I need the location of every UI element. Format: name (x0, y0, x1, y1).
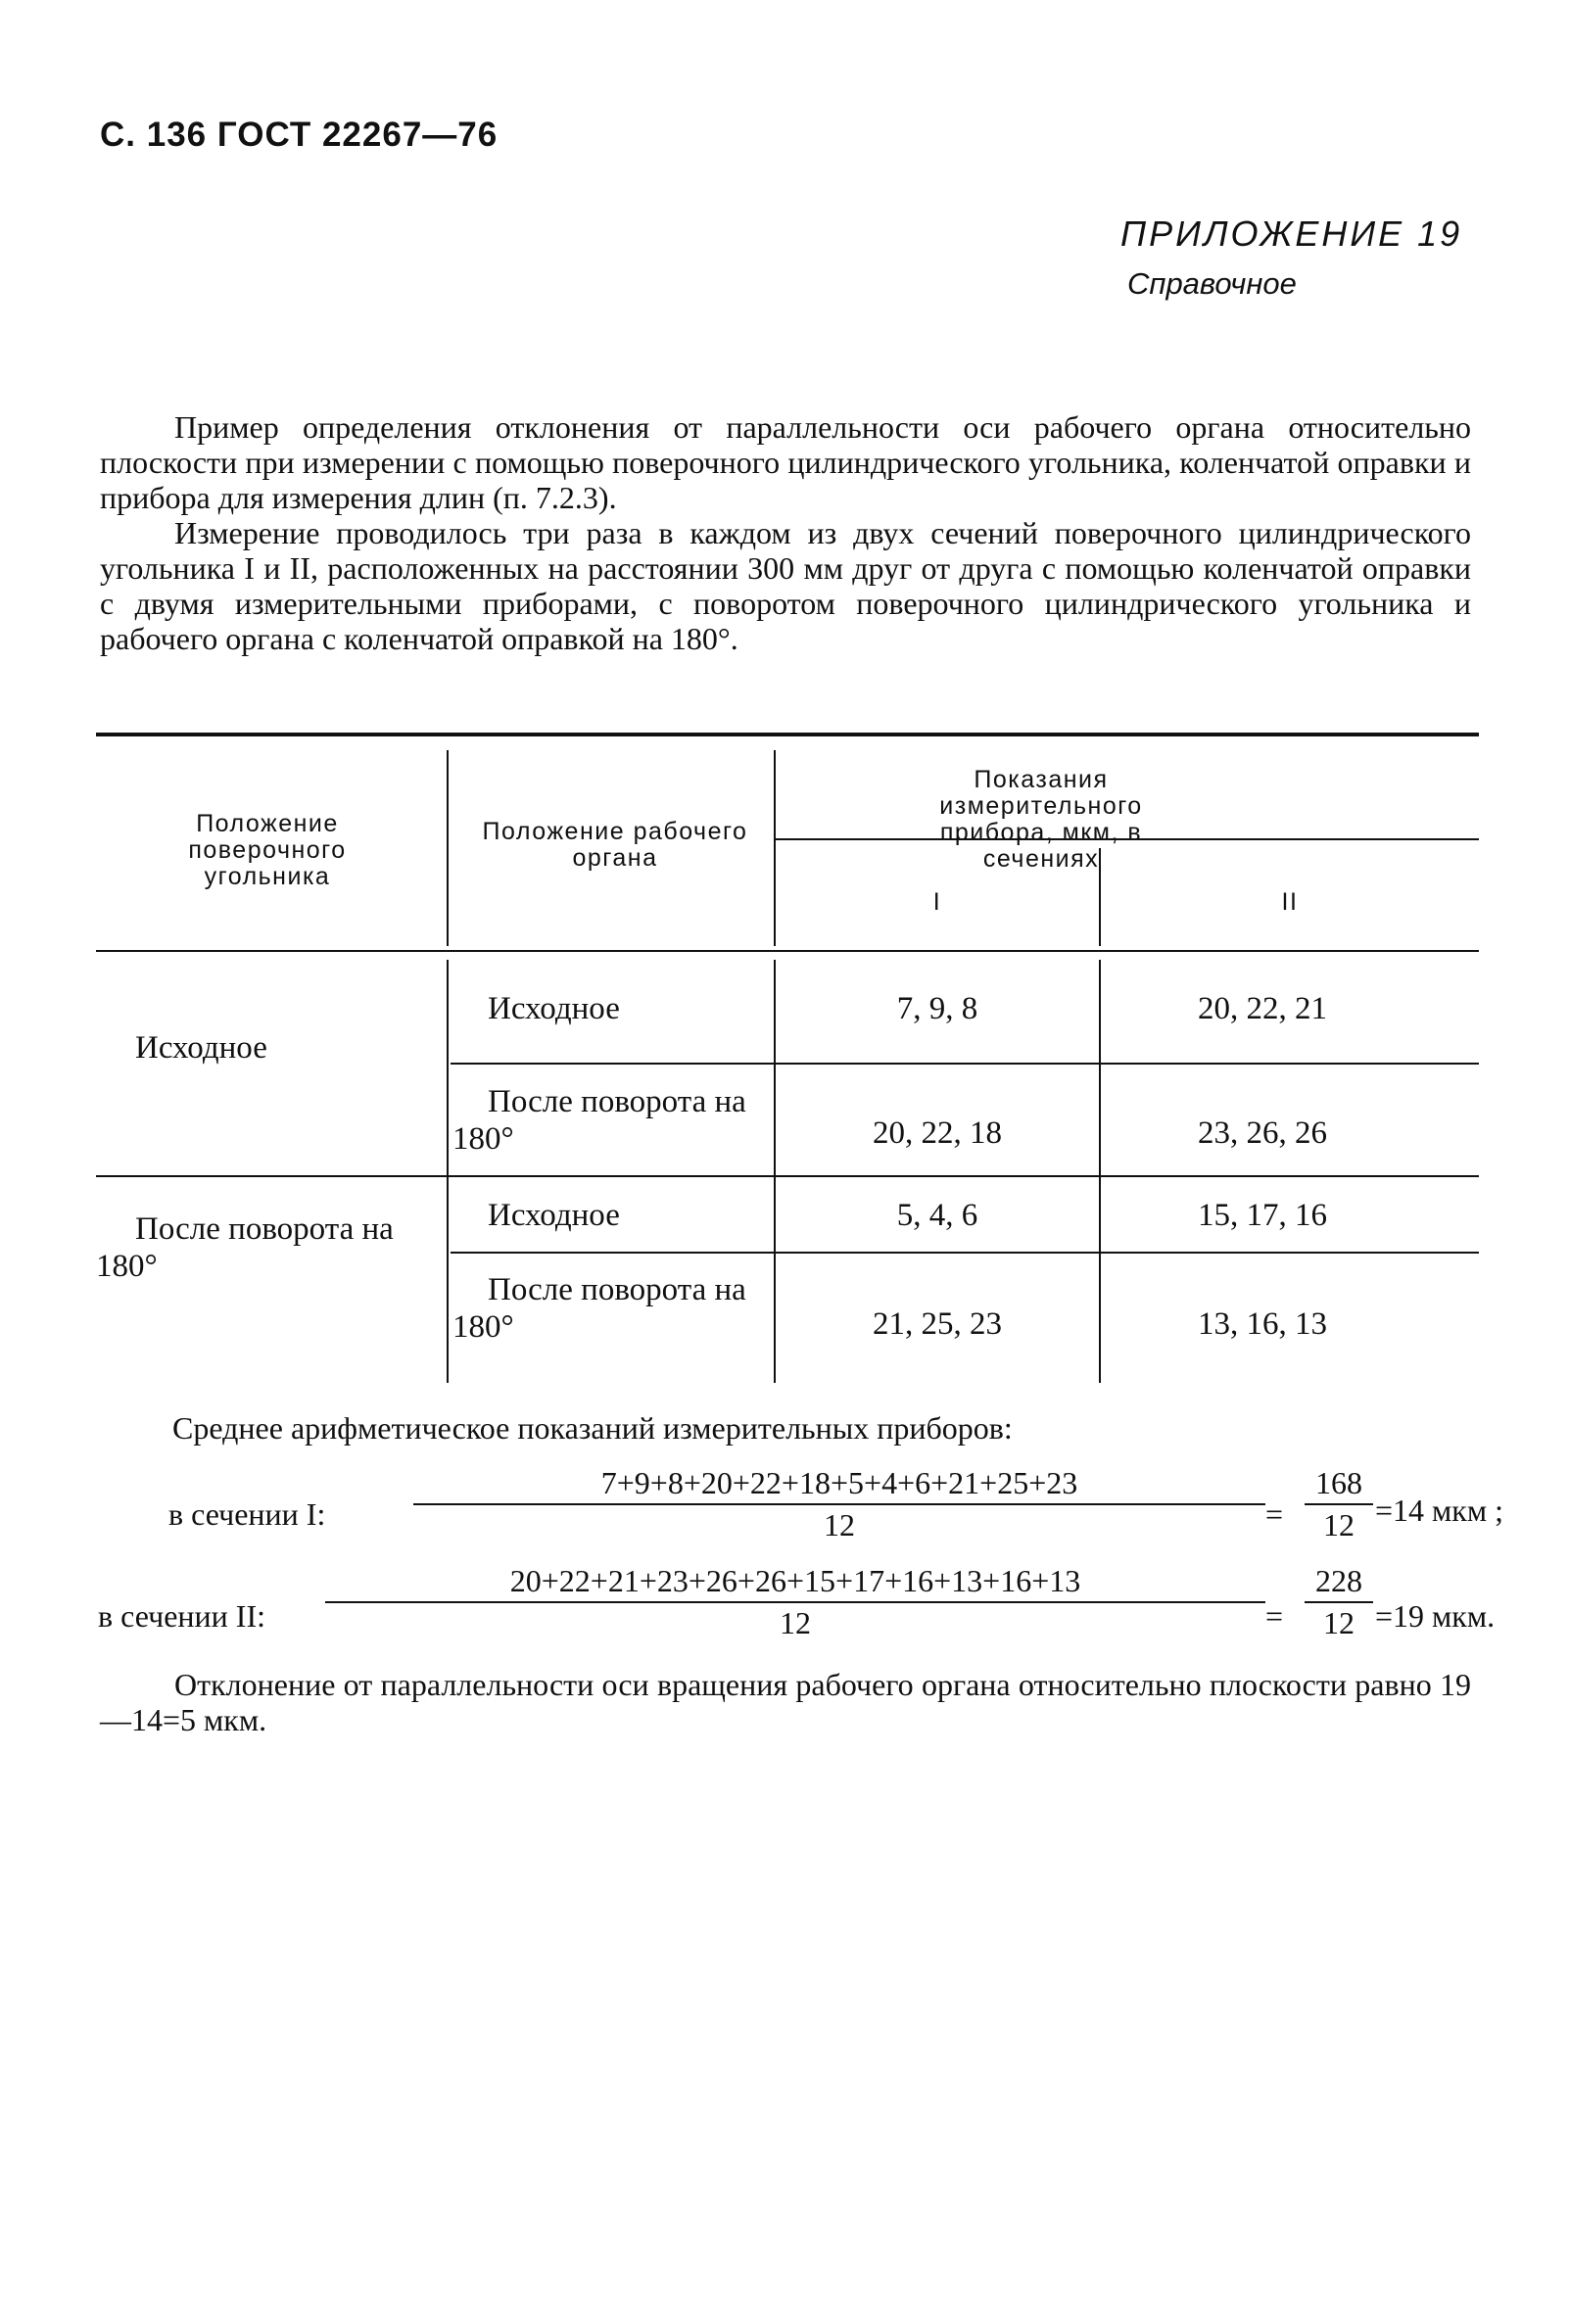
table-group-rule (96, 1175, 1479, 1177)
reading-I-1-1: 7, 9, 8 (896, 991, 978, 1026)
table-top-rule (96, 733, 1479, 736)
measurement-table (96, 733, 1479, 1384)
formula-2-denominator: 12 (780, 1605, 811, 1640)
appendix-title: ПРИЛОЖЕНИЕ 19 (1120, 213, 1463, 254)
formula-2-result: =19 мкм. (1375, 1598, 1496, 1634)
formula-2-reduced-denominator: 12 (1323, 1605, 1355, 1640)
square-position-1: Исходное (135, 1030, 267, 1066)
intro-paragraph-2: Измерение проводилось три раза в каждом из двух сечений поверочного цилиндрического угольника I и II, расположенных на расстоянии 300 мм друг от друга с помощью коленчатой оправки с двумя измерительными приборами, с поворотом поверочного цилиндрического угольника и рабочего органа с коленчатой оправкой на 180°. (100, 515, 1471, 656)
organ-position-2-2: После поворота на 180° (452, 1272, 746, 1345)
reading-II-2-1: 15, 17, 16 (1198, 1198, 1327, 1233)
col1-header: Положение поверочного угольника (188, 810, 347, 890)
formula-1-denominator: 12 (824, 1507, 855, 1542)
reading-I-2-2: 21, 25, 23 (873, 1306, 1002, 1342)
formula-2-reduced-bar (1305, 1601, 1373, 1603)
formula-2-reduced-fraction (1305, 1563, 1373, 1641)
organ-position-1-1: Исходное (488, 991, 620, 1026)
organ-position-2-1: Исходное (488, 1198, 620, 1233)
intro-text (100, 409, 1471, 656)
sub-header-I: I (932, 888, 942, 916)
page-header: С. 136 ГОСТ 22267—76 (100, 116, 499, 154)
formula-1-fraction-bar (413, 1503, 1265, 1505)
appendix-subtitle: Справочное (1127, 266, 1297, 301)
formula-1-result: =14 мкм ; (1375, 1493, 1503, 1528)
formula-2-label: в сечении II: (98, 1598, 265, 1634)
formula-2-equals: = (1265, 1598, 1284, 1634)
table-vline-1 (447, 750, 449, 946)
formula-1-label: в сечении I: (168, 1496, 326, 1532)
formula-1-reduced-numerator: 168 (1315, 1465, 1362, 1500)
col3-header: Показания измерительного прибора, мкм, в сечениях (939, 766, 1143, 873)
col2-header: Положение рабочего органа (482, 818, 748, 872)
formula-1-equals: = (1265, 1496, 1284, 1532)
reading-I-2-1: 5, 4, 6 (896, 1198, 978, 1233)
table-vline-1b (447, 960, 449, 1383)
square-position-2: После поворота на 180° (96, 1211, 394, 1284)
reading-I-1-2: 20, 22, 18 (873, 1115, 1002, 1151)
formula-2-fraction-bar (325, 1601, 1265, 1603)
table-row-rule-1 (451, 1063, 1479, 1065)
appendix-heading (1062, 213, 1473, 302)
conclusion-text (100, 1667, 1471, 1737)
reading-II-1-1: 20, 22, 21 (1198, 991, 1327, 1026)
intro-paragraph-1: Пример определения отклонения от параллельности оси рабочего органа относительно плоскости при измерении с помощью поверочного цилиндрического угольника, коленчатой оправки и прибора для измерения длин (п. 7.2.3). (100, 409, 1471, 515)
reading-II-1-2: 23, 26, 26 (1198, 1115, 1327, 1151)
formula-section-1 (98, 1465, 1503, 1573)
mean-title: Среднее арифметическое показаний измерительных приборов: (172, 1410, 1013, 1446)
table-header-bottom-rule (96, 950, 1479, 952)
formula-1-reduced-fraction (1305, 1465, 1373, 1543)
formula-2-main-fraction (325, 1563, 1265, 1641)
formula-1-reduced-bar (1305, 1503, 1373, 1505)
formula-2-numerator: 20+22+21+23+26+26+15+17+16+13+16+13 (509, 1563, 1081, 1598)
organ-position-1-2: После поворота на 180° (452, 1084, 746, 1157)
conclusion-paragraph: Отклонение от параллельности оси вращения рабочего органа относительно плоскости равно 19—14=5 мкм. (100, 1667, 1471, 1737)
formula-1-reduced-denominator: 12 (1323, 1507, 1355, 1542)
formula-1-numerator: 7+9+8+20+22+18+5+4+6+21+25+23 (600, 1465, 1078, 1500)
formula-2-reduced-numerator: 228 (1315, 1563, 1362, 1598)
table-row-rule-3 (451, 1252, 1479, 1254)
sub-header-II: II (1281, 888, 1299, 916)
formula-section-2 (98, 1563, 1496, 1671)
formula-1-main-fraction (413, 1465, 1265, 1543)
reading-II-2-2: 13, 16, 13 (1198, 1306, 1327, 1342)
table-vline-2 (774, 750, 776, 946)
